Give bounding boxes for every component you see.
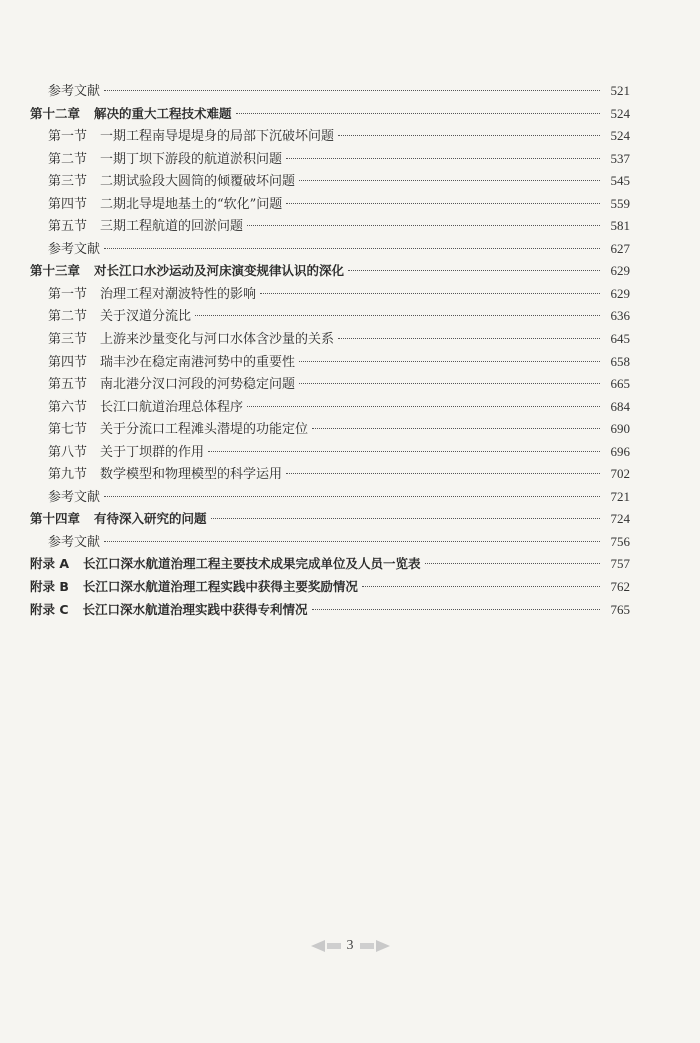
toc-entry-section xyxy=(30,170,630,193)
page-number: 3 xyxy=(346,938,354,953)
right-bar-ornament xyxy=(360,943,374,949)
dot-leader xyxy=(299,383,600,384)
dot-leader xyxy=(312,428,600,429)
dot-leader xyxy=(104,248,600,249)
dot-leader xyxy=(260,293,600,294)
toc-entry-label: 第八节 xyxy=(48,444,88,460)
toc-entry-label: 第十二章 xyxy=(30,105,81,121)
toc-entry-page: 762 xyxy=(610,579,630,595)
toc-entry-label: 第四节 xyxy=(48,196,88,212)
toc-entry-page: 524 xyxy=(610,128,630,144)
toc-entry-appendix xyxy=(30,553,630,576)
dot-leader xyxy=(425,563,600,564)
toc-entry-title: 二期北导堤地基土的“软化”问题 xyxy=(100,196,283,212)
toc-entry-label: 第十三章 xyxy=(30,263,81,279)
toc-entry-chapter xyxy=(30,508,630,531)
dot-leader xyxy=(208,451,600,452)
dot-leader xyxy=(312,609,600,610)
toc-entry-title: 长江口航道治理总体程序 xyxy=(100,399,244,415)
dot-leader xyxy=(338,135,600,136)
toc-entry-label: 第十四章 xyxy=(30,511,81,527)
toc-entry-title: 治理工程对潮波特性的影响 xyxy=(100,286,257,302)
dot-leader xyxy=(286,473,600,474)
toc-entry-page: 665 xyxy=(610,376,630,392)
toc-entry-title: 关于丁坝群的作用 xyxy=(100,444,205,460)
dot-leader xyxy=(247,406,600,407)
toc-entry-ref xyxy=(30,531,630,554)
dot-leader xyxy=(104,496,600,497)
toc-entry-ref xyxy=(30,486,630,509)
dot-leader xyxy=(286,203,600,204)
toc-entry-page: 559 xyxy=(610,195,630,211)
dot-leader xyxy=(104,90,600,91)
toc-entry-section xyxy=(30,463,630,486)
toc-entry-title: 参考文献 xyxy=(48,241,101,257)
toc-entry-title: 长江口深水航道治理工程实践中获得主要奖励情况 xyxy=(82,579,358,595)
left-arrow-icon xyxy=(311,940,325,952)
toc-entry-title: 一期丁坝下游段的航道淤积问题 xyxy=(100,151,283,167)
toc-entry-page: 702 xyxy=(610,466,630,482)
dot-leader xyxy=(299,180,600,181)
toc-entry-label: 第一节 xyxy=(48,286,88,302)
toc-entry-ref xyxy=(30,238,630,261)
toc-entry-page: 537 xyxy=(610,150,630,166)
toc-entry-page: 645 xyxy=(610,331,630,347)
toc-entry-title: 参考文献 xyxy=(48,84,101,99)
toc-entry-section xyxy=(30,215,630,238)
toc-entry-title: 长江口深水航道治理工程主要技术成果完成单位及人员一览表 xyxy=(83,556,421,572)
dot-leader xyxy=(236,113,600,114)
table-of-contents xyxy=(30,80,630,621)
toc-entry-label: 第五节 xyxy=(48,377,88,393)
dot-leader xyxy=(211,518,600,519)
toc-entry-page: 629 xyxy=(610,263,630,279)
toc-entry-ref xyxy=(30,80,630,103)
toc-entry-title: 数学模型和物理模型的科学运用 xyxy=(100,467,283,483)
toc-entry-label: 第三节 xyxy=(48,174,88,190)
dot-leader xyxy=(299,361,600,362)
dot-leader xyxy=(247,225,600,226)
toc-entry-title: 对长江口水沙运动及河床演变规律认识的深化 xyxy=(94,263,345,279)
toc-entry-label: 第四节 xyxy=(48,354,88,370)
toc-entry-section xyxy=(30,328,630,351)
left-bar-ornament xyxy=(327,943,341,949)
toc-entry-section xyxy=(30,125,630,148)
toc-entry-title: 一期工程南导堤堤身的局部下沉破坏问题 xyxy=(100,129,335,145)
toc-entry-label: 第七节 xyxy=(48,422,88,438)
toc-entry-appendix xyxy=(30,599,630,622)
dot-leader xyxy=(286,158,600,159)
toc-entry-label: 第九节 xyxy=(48,467,88,483)
toc-entry-label: 附录 C xyxy=(30,601,69,617)
right-arrow-icon xyxy=(376,940,390,952)
toc-entry-page: 521 xyxy=(610,83,630,98)
toc-entry-page: 636 xyxy=(610,308,630,324)
toc-entry-section xyxy=(30,305,630,328)
toc-entry-label: 第二节 xyxy=(48,151,88,167)
page-number-ornament xyxy=(311,938,390,954)
toc-entry-section xyxy=(30,396,630,419)
toc-entry-section xyxy=(30,351,630,374)
toc-entry-chapter xyxy=(30,260,630,283)
toc-entry-page: 756 xyxy=(610,533,630,549)
toc-entry-title: 关于分流口工程滩头潜堤的功能定位 xyxy=(100,422,309,438)
toc-entry-section xyxy=(30,148,630,171)
toc-entry-label: 附录 B xyxy=(30,579,69,595)
toc-entry-label: 第三节 xyxy=(48,332,88,348)
toc-entry-page: 545 xyxy=(610,173,630,189)
toc-entry-title: 三期工程航道的回淤问题 xyxy=(100,219,244,235)
toc-entry-page: 684 xyxy=(610,398,630,414)
toc-entry-title: 南北港分汊口河段的河势稳定问题 xyxy=(100,377,296,393)
toc-entry-title: 有待深入研究的问题 xyxy=(94,511,207,527)
toc-entry-page: 721 xyxy=(610,488,630,504)
toc-entry-title: 上游来沙量变化与河口水体含沙量的关系 xyxy=(100,332,335,348)
toc-entry-page: 627 xyxy=(610,240,630,256)
toc-entry-page: 757 xyxy=(610,556,630,572)
toc-entry-section xyxy=(30,373,630,396)
toc-entry-label: 第六节 xyxy=(48,399,88,415)
toc-entry-title: 解决的重大工程技术难题 xyxy=(94,105,232,121)
toc-entry-page: 581 xyxy=(610,218,630,234)
toc-entry-label: 第五节 xyxy=(48,219,88,235)
toc-entry-label: 第一节 xyxy=(48,129,88,145)
toc-entry-title: 参考文献 xyxy=(48,489,101,505)
toc-entry-section xyxy=(30,441,630,464)
dot-leader xyxy=(348,270,600,271)
toc-entry-page: 658 xyxy=(610,353,630,369)
toc-entry-label: 附录 A xyxy=(30,556,70,572)
toc-entry-section xyxy=(30,193,630,216)
toc-entry-section xyxy=(30,283,630,306)
page-footer xyxy=(0,938,700,954)
dot-leader xyxy=(362,586,600,587)
toc-entry-page: 524 xyxy=(610,105,630,121)
toc-entry-page: 724 xyxy=(610,511,630,527)
toc-entry-page: 690 xyxy=(610,421,630,437)
toc-entry-section xyxy=(30,418,630,441)
toc-entry-page: 696 xyxy=(610,443,630,459)
toc-entry-title: 长江口深水航道治理实践中获得专利情况 xyxy=(82,601,308,617)
toc-entry-title: 瑞丰沙在稳定南港河势中的重要性 xyxy=(100,354,296,370)
toc-entry-chapter xyxy=(30,103,630,126)
dot-leader xyxy=(195,315,600,316)
toc-entry-label: 第二节 xyxy=(48,309,88,325)
toc-entry-title: 参考文献 xyxy=(48,534,101,550)
toc-entry-title: 二期试验段大圆筒的倾覆破坏问题 xyxy=(100,174,296,190)
toc-entry-page: 765 xyxy=(610,601,630,617)
toc-entry-page: 629 xyxy=(610,285,630,301)
dot-leader xyxy=(338,338,600,339)
dot-leader xyxy=(104,541,600,542)
toc-entry-appendix xyxy=(30,576,630,599)
toc-entry-title: 关于汊道分流比 xyxy=(100,309,192,325)
